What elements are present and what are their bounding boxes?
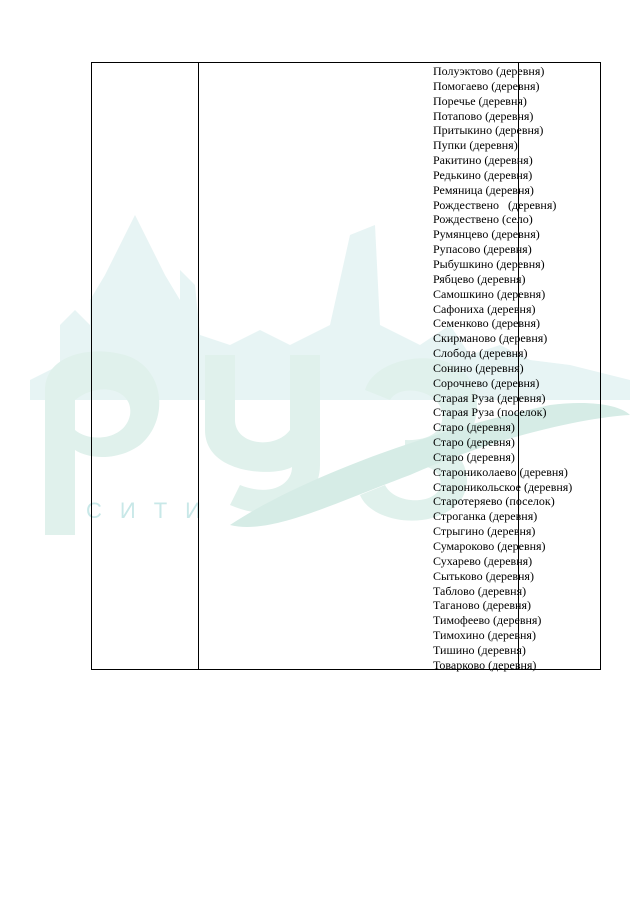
list-item: Строганка (деревня) [433, 509, 538, 524]
list-item: Редькино (деревня) [433, 167, 533, 182]
list-item: Поречье (деревня) [433, 93, 527, 108]
list-item: Сухарево (деревня) [433, 553, 533, 568]
list-item: Притыкино (деревня) [433, 123, 544, 138]
list-item: Рождествено (деревня) [433, 197, 557, 212]
list-item: Старотеряево (поселок) [433, 494, 555, 509]
watermark-text: СИТИ [86, 498, 219, 523]
list-item: Тимофеево (деревня) [433, 613, 542, 628]
list-item: Рябцево (деревня) [433, 271, 526, 286]
list-item: Таганово (деревня) [433, 598, 531, 613]
list-item: Полуэктово (деревня) [433, 64, 545, 78]
list-item: Самошкино (деревня) [433, 286, 546, 301]
list-item: Тимохино (деревня) [433, 628, 536, 643]
list-item: Рождествено (село) [433, 212, 533, 227]
list-item: Ремяница (деревня) [433, 182, 534, 197]
list-item: Сорочнево (деревня) [433, 375, 540, 390]
list-item: Старая Руза (деревня) [433, 390, 546, 405]
list-item: Старо (деревня) [433, 420, 515, 435]
list-item: Старо (деревня) [433, 449, 515, 464]
list-item: Рыбушкино (деревня) [433, 256, 545, 271]
list-item: Румянцево (деревня) [433, 227, 540, 242]
list-item: Семенково (деревня) [433, 316, 540, 331]
list-item: Помогаево (деревня) [433, 78, 540, 93]
list-item: Таблово (деревня) [433, 583, 527, 598]
list-item: Тишино (деревня) [433, 642, 526, 657]
table-column-1 [92, 63, 199, 669]
list-item: Товарково (деревня) [433, 657, 537, 672]
list-item: Сумароково (деревня) [433, 539, 546, 553]
list-item: Сафониха (деревня) [433, 301, 536, 316]
list-item: Скирманово (деревня) [433, 331, 548, 346]
list-item: Рупасово (деревня) [433, 242, 532, 257]
document-table [91, 62, 601, 670]
list-item: Старая Руза (поселок) [433, 405, 547, 420]
list-item: Стрыгино (деревня) [433, 524, 536, 539]
list-item: Сонино (деревня) [433, 360, 524, 375]
list-item: Пупки (деревня) [433, 138, 518, 153]
list-item: Слобода (деревня) [433, 346, 528, 361]
list-item: Сытьково (деревня) [433, 568, 534, 583]
list-item: Ракитино (деревня) [433, 153, 533, 168]
list-item: Староникoлаево (деревня) [433, 464, 568, 479]
list-item: Староникольское (деревня) [433, 479, 573, 494]
list-item: Потапово (деревня) [433, 108, 534, 123]
list-item: Старо (деревня) [433, 435, 515, 450]
village-list [433, 64, 572, 673]
